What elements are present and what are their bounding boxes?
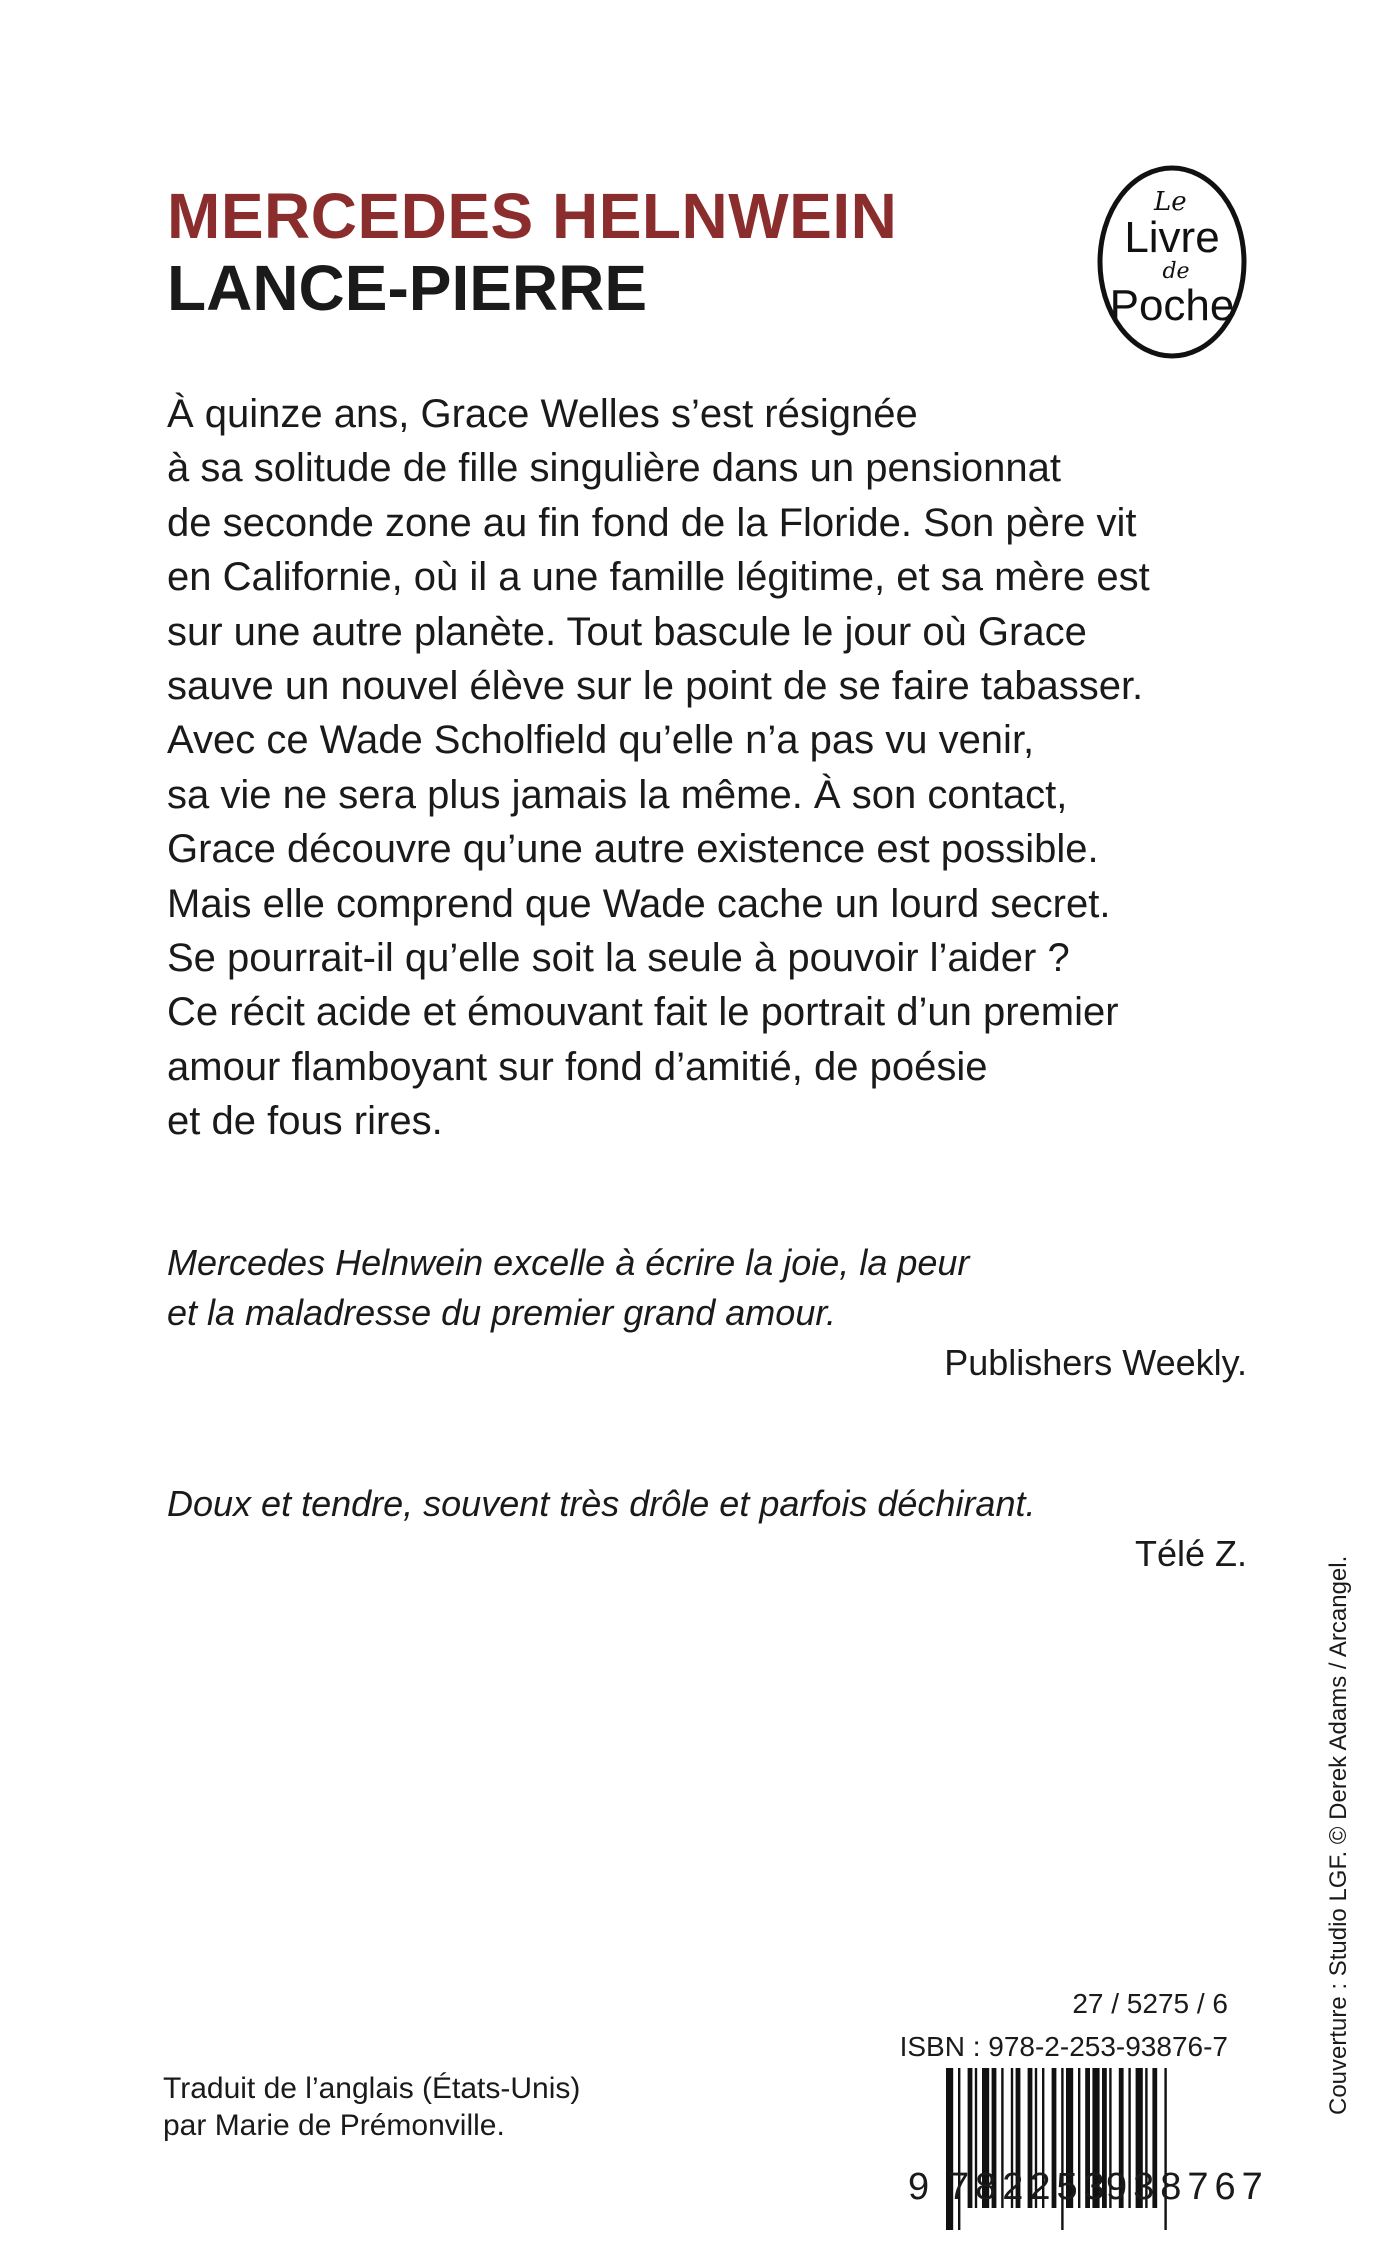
synopsis-line: Avec ce Wade Scholfield qu’elle n’a pas vu venir,: [167, 718, 1035, 763]
logo-word-poche: Poche: [1109, 281, 1235, 330]
barcode-digits-right: 938767: [1106, 2166, 1269, 2208]
barcode-digit-first: 9: [908, 2166, 936, 2208]
logo-word-le: Le: [1154, 187, 1187, 217]
review-quote-publishers-weekly: [167, 1238, 1247, 1388]
barcode-block: [900, 1988, 1270, 2265]
synopsis-line: et de fous rires.: [167, 1099, 443, 1144]
publisher-logo: [1096, 164, 1248, 360]
synopsis-line: sur une autre planète. Tout bascule le jour où Grace: [167, 609, 1087, 654]
isbn: ISBN : 978-2-253-93876-7: [899, 2031, 1228, 2062]
translator-line: par Marie de Prémonville.: [163, 2109, 505, 2142]
quote-source: Publishers Weekly.: [944, 1342, 1247, 1383]
translator-line: Traduit de l’anglais (États-Unis): [163, 2072, 581, 2105]
synopsis-line: Ce récit acide et émouvant fait le portrait d’un premier: [167, 990, 1119, 1035]
product-code: 27 / 5275 / 6: [1072, 1988, 1228, 2019]
synopsis-line: de seconde zone au fin fond de la Floride. Son père vit: [167, 500, 1137, 545]
synopsis-line: à sa solitude de fille singulière dans un pensionnat: [167, 446, 1061, 491]
synopsis-line: Grace découvre qu’une autre existence est possible.: [167, 827, 1099, 872]
synopsis-line: sa vie ne sera plus jamais la même. À son contact,: [167, 772, 1068, 817]
synopsis: [167, 387, 1257, 1149]
review-quote-tele-z: [167, 1479, 1247, 1579]
logo-word-livre: Livre: [1124, 213, 1220, 262]
author-name: MERCEDES HELNWEIN: [167, 180, 898, 252]
synopsis-line: en Californie, où il a une famille légitime, et sa mère est: [167, 555, 1150, 600]
book-title: LANCE-PIERRE: [167, 252, 648, 324]
cover-credit: Couverture : Studio LGF. © Derek Adams / Arcangel.: [1325, 1555, 1352, 2115]
synopsis-line: sauve un nouvel élève sur le point de se faire tabasser.: [167, 664, 1144, 709]
logo-word-de: de: [1162, 259, 1190, 284]
translator-credit: [163, 2070, 580, 2144]
barcode-digits-left: 782253: [948, 2166, 1111, 2208]
synopsis-line: Se pourrait-il qu’elle soit la seule à pouvoir l’aider ?: [167, 936, 1070, 981]
quote-line: Doux et tendre, souvent très drôle et parfois déchirant.: [167, 1483, 1036, 1524]
quote-source: Télé Z.: [1134, 1533, 1247, 1574]
quote-line: Mercedes Helnwein excelle à écrire la joie, la peur: [167, 1242, 970, 1283]
quote-line: et la maladresse du premier grand amour.: [167, 1292, 836, 1333]
synopsis-line: Mais elle comprend que Wade cache un lourd secret.: [167, 881, 1111, 926]
synopsis-line: amour flamboyant sur fond d’amitié, de poésie: [167, 1044, 988, 1089]
synopsis-line: À quinze ans, Grace Welles s’est résignée: [167, 392, 918, 436]
